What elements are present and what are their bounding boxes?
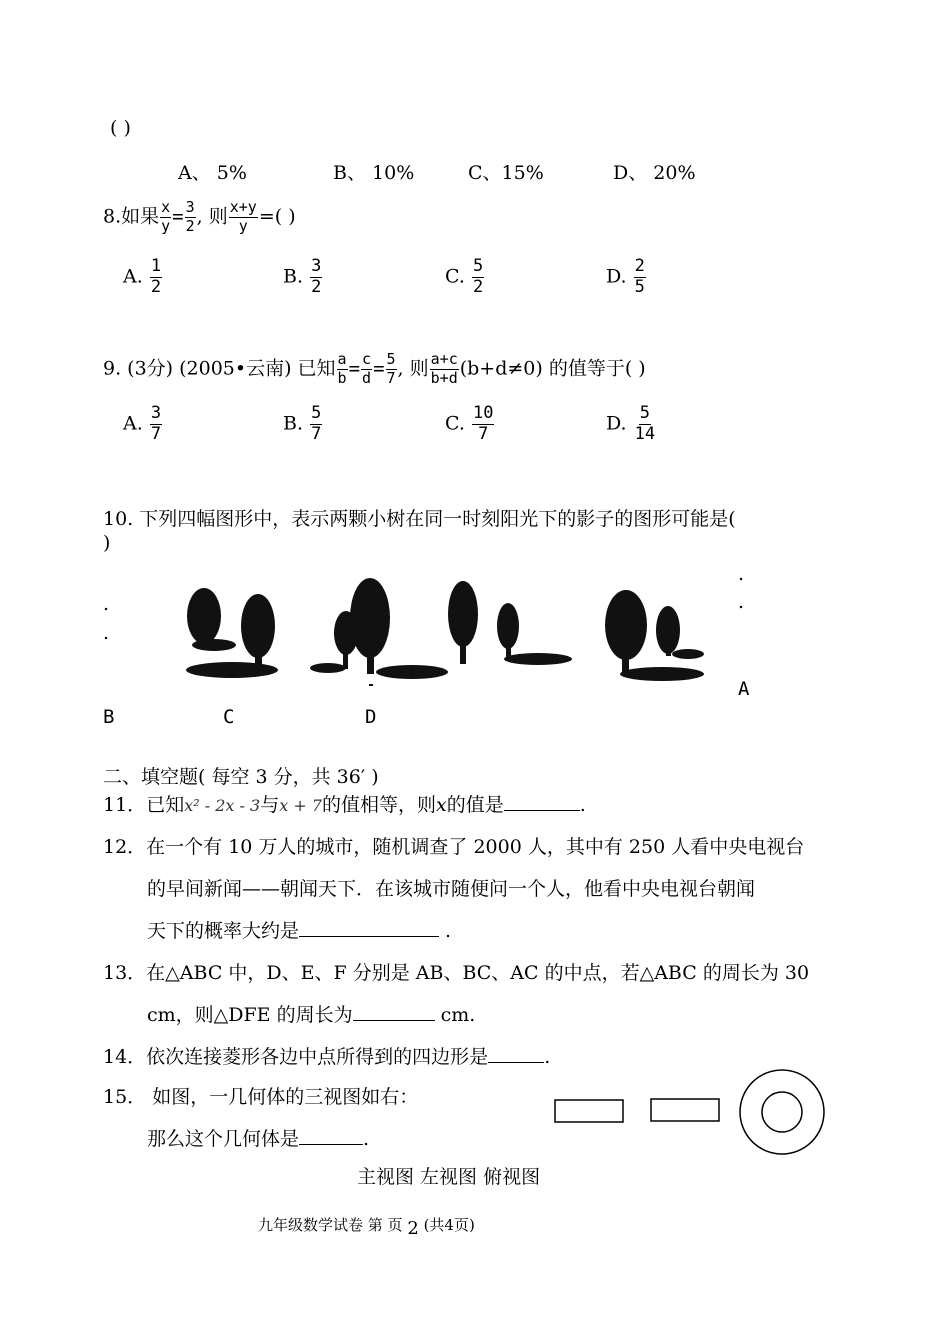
q7-bracket: ( ) — [110, 117, 131, 139]
q8-option-d: D. $\frac{2}{5}$ — [606, 256, 645, 297]
page-number: 2 — [407, 1218, 419, 1239]
panel-2-trees — [310, 578, 448, 686]
views-caption: 主视图 左视图 俯视图 — [357, 1166, 541, 1188]
q15-line-2: 那么这个几何体是 . — [147, 1128, 370, 1150]
dot: . — [738, 563, 745, 585]
page-footer: 九年级数学试卷 第 页 2 (共4页) — [258, 1216, 475, 1239]
q9-option-c: C. $\frac{10}{7}$ — [445, 403, 494, 444]
q8-frac-x-y: $\frac{x}{y}$ — [161, 198, 171, 235]
dot: . — [738, 591, 745, 613]
q10-stem-close: ) — [103, 532, 111, 554]
q8-option-c: C. $\frac{5}{2}$ — [445, 256, 484, 297]
tree-label-d: D — [365, 706, 377, 728]
top-view-inner-circle — [762, 1092, 802, 1132]
front-view-rect — [555, 1100, 623, 1122]
q14: 14．依次连接菱形各边中点所得到的四边形是 . — [103, 1046, 551, 1068]
tree-label-a: A — [738, 678, 750, 700]
q12-line-3: 天下的概率大约是 . — [147, 920, 452, 942]
side-view-rect — [651, 1099, 719, 1121]
q8-frac-xy-y: $\frac{x+y}{y}$ — [229, 198, 257, 235]
q15-line-1: 15． 如图，一几何体的三视图如右： — [103, 1086, 419, 1108]
q8-frac-3-2: $\frac{3}{2}$ — [185, 198, 195, 235]
dot: . — [103, 622, 110, 644]
three-views-figure — [550, 1066, 830, 1158]
q7-option-a: A、 5% — [178, 162, 247, 184]
q13-line-1: 13．在△ABC 中，D、E、F 分别是 AB、BC、AC 的中点，若△ABC 的周长为 30 — [103, 962, 810, 984]
dot: . — [103, 593, 110, 615]
q8-option-a: A. $\frac{1}{2}$ — [123, 256, 162, 297]
answer-blank[interactable] — [353, 1020, 435, 1021]
q8-stem: 8.如果 $\frac{x}{y}$ = $\frac{3}{2}$ , 则 $\frac{x+y}{y}$ =( ) — [103, 198, 296, 235]
q7-option-c: C、15% — [468, 162, 544, 184]
q9-option-b: B. $\frac{5}{7}$ — [283, 403, 322, 444]
q7-option-b: B、 10% — [333, 162, 415, 184]
q13-line-2: cm，则△DFE 的周长为 cm. — [147, 1004, 476, 1026]
answer-blank[interactable] — [504, 810, 580, 811]
q9-stem: 9. (3分) (2005•云南) 已知 $\frac{a}{b}$ = $\frac{c}{d}$ = $\frac{5}{7}$ , 则 $\frac{a+c}{b+d}$ (b+d≠0) 的值等于( ) — [103, 350, 646, 387]
q12-line-2: 的早间新闻——朝闻天下．在该城市随便问一个人，他看中央电视台朝闻 — [147, 878, 756, 900]
panel-1-trees — [186, 588, 278, 678]
panel-4-trees — [605, 590, 704, 681]
answer-blank[interactable] — [488, 1062, 544, 1063]
panel-3-trees — [448, 581, 572, 665]
tree-label-b: B — [103, 706, 115, 728]
trees-shadows-figure — [160, 568, 720, 696]
answer-blank[interactable] — [299, 1144, 363, 1145]
answer-blank[interactable] — [299, 936, 439, 937]
top-view-outer-circle — [740, 1070, 824, 1154]
q9-option-a: A. $\frac{3}{7}$ — [123, 403, 162, 444]
q10-stem: 10. 下列四幅图形中，表示两颗小树在同一时刻阳光下的影子的图形可能是( — [103, 508, 736, 530]
q8-option-b: B. $\frac{3}{2}$ — [283, 256, 322, 297]
q9-option-d: D. $\frac{5}{14}$ — [606, 403, 656, 444]
section-heading: 二、填空题( 每空 3 分，共 36′ ) — [103, 766, 379, 788]
q7-option-d: D、 20% — [613, 162, 696, 184]
q11: 11．已知x² - 2x - 3与x + 7的值相等，则x的值是 . — [103, 794, 586, 816]
tree-label-c: C — [223, 706, 235, 728]
q12-line-1: 12．在一个有 10 万人的城市，随机调查了 2000 人，其中有 250 人看中央电视台 — [103, 836, 805, 858]
